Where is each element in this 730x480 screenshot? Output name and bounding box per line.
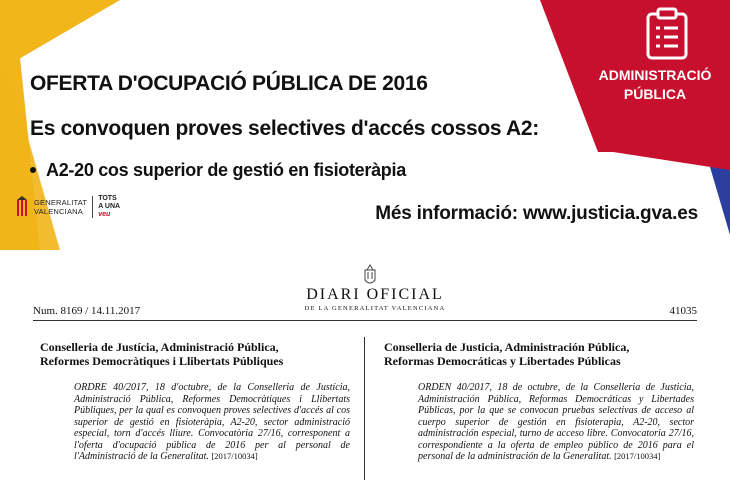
order-body: ORDEN 40/2017, 18 de octubre, de la Conselleria de Justicia, Administración Pública, Reformas Democráticas y Libertades Públicas, por la que se convocan pruebas selectivas de acceso al cuerpo superior de gestión en fisioterapia, A2-20, sector administración especial, turno de acceso libre. Convocatoria 27/16, correspondiente a la oferta de empleo público de 2016 para el personal de la administración de la Generalitat. [418, 382, 694, 462]
order-reference: [2017/10034] [211, 451, 258, 461]
column-spanish [384, 340, 694, 463]
bullet-dot [30, 167, 36, 173]
logo-veu: veu [98, 211, 111, 218]
seal-icon [363, 264, 377, 286]
masthead-subtitle: DE LA GENERALITAT VALENCIANA [304, 305, 446, 312]
order-reference: [2017/10034] [614, 451, 661, 461]
department-line-2: Reformes Democràtiques i Llibertats Públiques [40, 354, 284, 368]
logo-text [34, 198, 87, 216]
department-heading-es [384, 340, 694, 368]
logo-line-2: VALENCIANA [34, 207, 83, 216]
header-rule [33, 320, 697, 321]
headline-bullet [30, 160, 406, 181]
column-divider [364, 337, 365, 480]
coat-of-arms-icon [14, 196, 30, 218]
red-tail [560, 150, 730, 170]
order-text-es [418, 382, 694, 463]
issue-number: Num. 8169 / 14.11.2017 [33, 305, 141, 317]
diari-oficial-page [0, 250, 730, 480]
logo-line-1: GENERALITAT [34, 198, 88, 207]
department-line-2: Reformas Democráticas y Libertades Públicas [384, 354, 621, 368]
order-body: ORDRE 40/2017, 18 d'octubre, de la Conselleria de Justícia, Administració Pública, Reformes Democràtiques i Llibertats Públiques, per la qual es convoquen proves selectives d'accés al cos superior de gestió en fisioteràpia, A2-20, sector administració especial, torn d'accés lliure. Convocatòria 27/16, corresponent a l'oferta d'ocupació pública de 2016 per al personal de l'Administració de la Generalitat. [74, 382, 350, 462]
logo-tots-2: A UNA [98, 203, 121, 210]
badge-line-2: PÚBLICA [623, 86, 687, 102]
headline-offer: OFERTA D'OCUPACIÓ PÚBLICA DE 2016 [30, 72, 428, 95]
generalitat-logo [14, 195, 120, 219]
badge-label [580, 66, 730, 104]
more-info-link[interactable]: Més informació: www.justicia.gva.es [375, 203, 698, 224]
page-number: 41035 [669, 305, 697, 317]
department-line-1: Conselleria de Justicia, Administración Pública, [384, 340, 630, 354]
masthead-title: DIARI OFICIAL [306, 286, 444, 303]
department-line-1: Conselleria de Justícia, Administració Pública, [40, 340, 279, 354]
department-heading-va [40, 340, 350, 368]
headline-convocation: Es convoquen proves selectives d'accés cossos A2: [30, 117, 539, 140]
order-text-va [74, 382, 350, 463]
yellow-corner [0, 0, 120, 70]
logo-separator [92, 196, 93, 218]
logo-tots-1: TOTS [98, 195, 117, 202]
logo-slogan [98, 195, 120, 219]
badge-line-1: ADMINISTRACIÓ [598, 67, 712, 83]
column-valencian [40, 340, 350, 463]
bullet-text: A2-20 cos superior de gestió en fisioteràpia [46, 160, 406, 180]
masthead [290, 286, 460, 312]
